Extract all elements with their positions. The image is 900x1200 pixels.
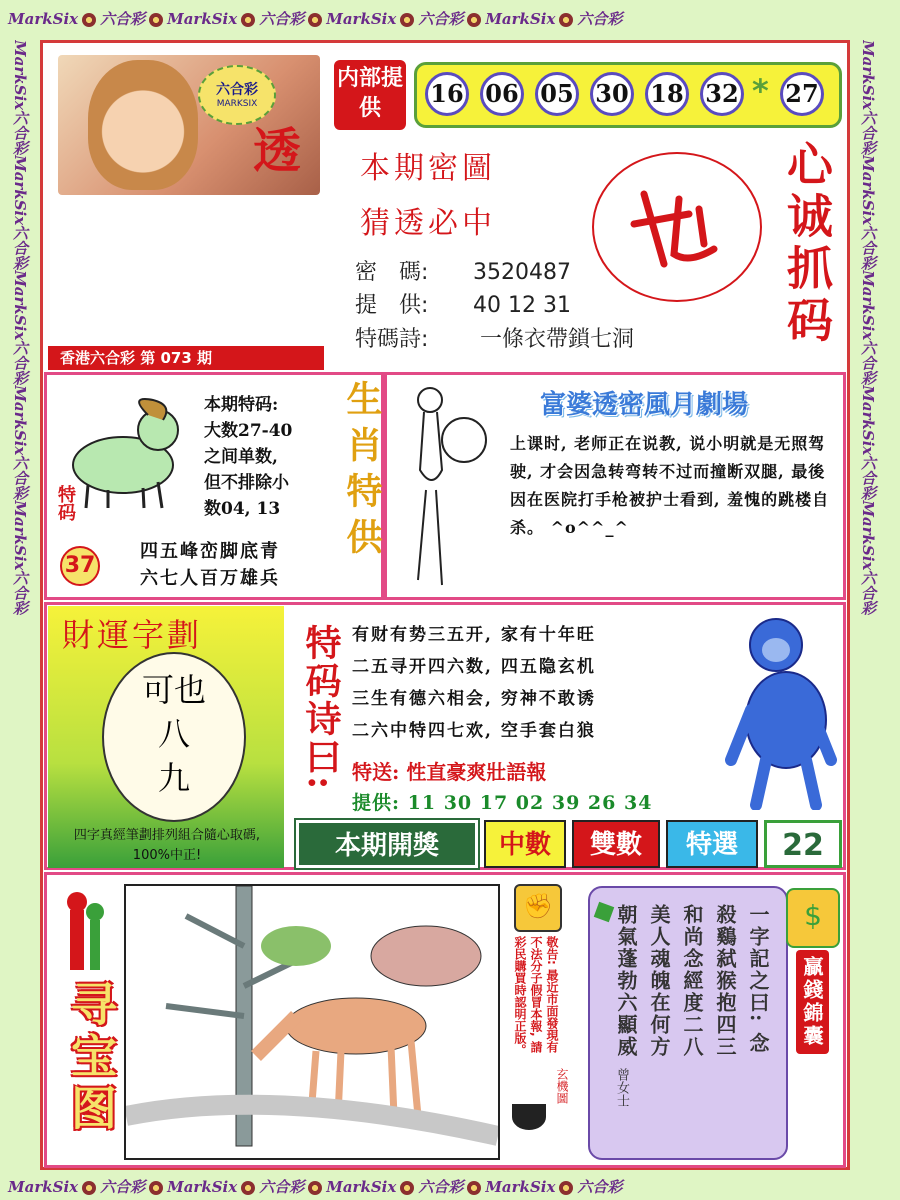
tab-special — [666, 820, 758, 868]
flower-icon — [149, 1181, 163, 1195]
poem-provide-value: 11 30 17 02 39 26 34 — [407, 792, 653, 814]
zodiac-side-title: 生肖特供 — [341, 380, 383, 564]
redacted-box — [48, 200, 326, 340]
special-number-badge — [60, 546, 100, 586]
number-ball: 06 — [480, 72, 524, 116]
scroll-column: 朝氣蓬勃六顯威 — [614, 904, 638, 1058]
code-label: 密 碼: — [355, 260, 429, 285]
theater-story: 上课时, 老师正在说教, 说小明就是无照驾驶, 才会因急转弯转不过而撞断双腿, 最後因在医院打手枪被护士看到, 羞愧的跳楼自杀。 ^o^^_^ — [510, 434, 830, 537]
poem-line: 三生有德六相会, 穷神不敢诱 — [352, 689, 596, 709]
money-bag-icon: $ — [786, 888, 840, 948]
zodiac-lines — [204, 392, 292, 522]
tab-special-label: 特選 — [685, 830, 738, 860]
key-icon — [56, 890, 116, 984]
treasure-title: 寻宝图 — [64, 980, 118, 1136]
fortune-char: 可也 — [141, 671, 206, 709]
number-ball: 32 — [700, 72, 744, 116]
scroll-column: 和尚念經度二八 — [680, 904, 704, 1058]
star-separator: * — [752, 72, 769, 110]
flower-icon — [149, 13, 163, 27]
poem-side-title: 特码诗曰: — [300, 624, 342, 792]
special-number: 37 — [64, 553, 96, 578]
poem-line: 二六中特四七欢, 空手套白狼 — [352, 721, 596, 741]
monkey-icon — [716, 610, 844, 814]
zodiac-verse-line: 四五峰峦脚底青 — [140, 541, 280, 562]
flower-icon — [241, 1181, 255, 1195]
send-value: 性直豪爽壯語報 — [406, 760, 547, 784]
provide-label: 提 供: — [355, 293, 429, 318]
issue-bar — [48, 346, 324, 370]
pot-icon — [512, 1104, 546, 1130]
number-ball: 30 — [590, 72, 634, 116]
border-bottom: MarkSix 六合彩 MarkSix 六合彩 MarkSix 六合彩 MarkSix 六合彩 — [8, 1178, 623, 1196]
flower-icon — [82, 13, 96, 27]
provide-value: 40 12 31 — [473, 293, 571, 318]
photo-face-icon — [88, 60, 198, 190]
secret-subtitle: 猜透必中 — [360, 206, 496, 241]
draw-number: 22 — [782, 828, 824, 863]
fortune-char: 九 — [157, 759, 190, 797]
badge-text: 六合彩 — [216, 82, 258, 98]
draw-number-box — [764, 820, 842, 868]
treasure-picture — [124, 884, 500, 1160]
send-label: 特送: — [352, 760, 400, 784]
provide-row — [355, 288, 571, 319]
poem-value: 一條衣帶鎖七洞 — [480, 327, 635, 352]
header-photo-panel — [48, 50, 326, 346]
scroll-column: 美人魂魄在何方 — [647, 904, 671, 1058]
scroll-column: 殺鷄弑猴抱四三 — [713, 904, 737, 1058]
poem-row — [355, 322, 634, 353]
poem-line: 二五寻开四六数, 四五隐玄机 — [352, 657, 596, 677]
scroll-column: 一字記之曰: 念 — [746, 904, 770, 1055]
side-slogan: 心诚抓码 — [780, 140, 834, 348]
poem-provide-row — [352, 788, 652, 815]
flower-icon — [467, 13, 481, 27]
deer-tree-illustration — [126, 886, 498, 1158]
border-right: MarkSix六合彩MarkSix六合彩MarkSix六合彩MarkSix六合彩MarkSix六合彩 — [859, 40, 877, 616]
poem-line: 有财有势三五开, 家有十年旺 — [352, 625, 596, 645]
zodiac-verse — [140, 538, 280, 592]
fortune-title: 財運字劃 — [62, 616, 203, 654]
flower-icon — [82, 1181, 96, 1195]
tab-double-label: 雙數 — [589, 830, 642, 860]
badge-subtext: MARKSIX — [216, 99, 258, 109]
draw-label-tab — [296, 820, 478, 868]
secret-symbol-icon — [594, 154, 760, 300]
special-number-ball: 27 — [780, 72, 824, 116]
issue-label: 香港六合彩 第 073 期 — [60, 349, 212, 367]
draw-label: 本期開獎 — [334, 831, 439, 861]
zodiac-line: 本期特码: — [204, 395, 279, 415]
send-row — [352, 756, 546, 785]
flower-icon — [308, 1181, 322, 1195]
fortune-note: 四字真經筆劃排列組合隨心取碼, 100%中正! — [73, 828, 261, 863]
zodiac-verse-line: 六七人百万雄兵 — [140, 568, 280, 589]
flower-icon — [308, 13, 322, 27]
warning-icon: ✊ — [514, 884, 562, 932]
flower-icon — [559, 13, 573, 27]
number-ball: 18 — [645, 72, 689, 116]
tab-double — [572, 820, 660, 868]
zodiac-line: 之间单数, — [204, 447, 278, 467]
reveal-char: 透 — [253, 123, 302, 179]
zodiac-line: 数04, 13 — [204, 499, 281, 519]
special-label: 特码 — [55, 485, 76, 521]
poem-lines — [352, 622, 596, 744]
secret-title: 本期密圖 — [360, 151, 496, 186]
zodiac-line: 大数27-40 — [204, 421, 293, 441]
flower-icon — [241, 13, 255, 27]
tab-middle — [484, 820, 566, 868]
internal-label: 内部提供 — [336, 66, 403, 121]
tab-middle-label: 中數 — [498, 830, 551, 860]
treasure-warning: 敬告: 最近市面發現有不法分子假冒本報, 請彩民購買時認明正版。 — [513, 936, 559, 1056]
fortune-oval — [102, 652, 246, 822]
flower-icon — [559, 1181, 573, 1195]
number-ball: 05 — [535, 72, 579, 116]
border-left: MarkSix六合彩MarkSix六合彩MarkSix六合彩MarkSix六合彩MarkSix六合彩 — [11, 40, 29, 616]
scroll-signature: 曾女士 — [614, 1068, 629, 1107]
code-row — [355, 255, 571, 286]
code-value: 3520487 — [473, 260, 571, 285]
secret-symbol-circle — [592, 152, 762, 302]
border-top: MarkSix 六合彩 MarkSix 六合彩 MarkSix 六合彩 MarkSix 六合彩 — [8, 10, 623, 28]
internal-label-box — [334, 60, 406, 130]
theater-title: 富婆透密風月劇場 — [540, 390, 749, 420]
poem-label: 特碼詩: — [355, 327, 429, 352]
number-ball: 16 — [425, 72, 469, 116]
scroll-side-label: 贏錢錦囊 — [796, 950, 829, 1054]
poem-provide-label: 提供: — [352, 792, 401, 814]
zodiac-line: 但不排除小 — [204, 473, 289, 493]
woman-figure-icon — [392, 380, 492, 599]
fortune-char: 八 — [157, 715, 190, 753]
scroll-columns — [612, 904, 773, 1124]
mystic-label: 玄機圖 — [555, 1068, 569, 1104]
flower-icon — [467, 1181, 481, 1195]
flower-icon — [400, 13, 414, 27]
flower-icon — [400, 1181, 414, 1195]
